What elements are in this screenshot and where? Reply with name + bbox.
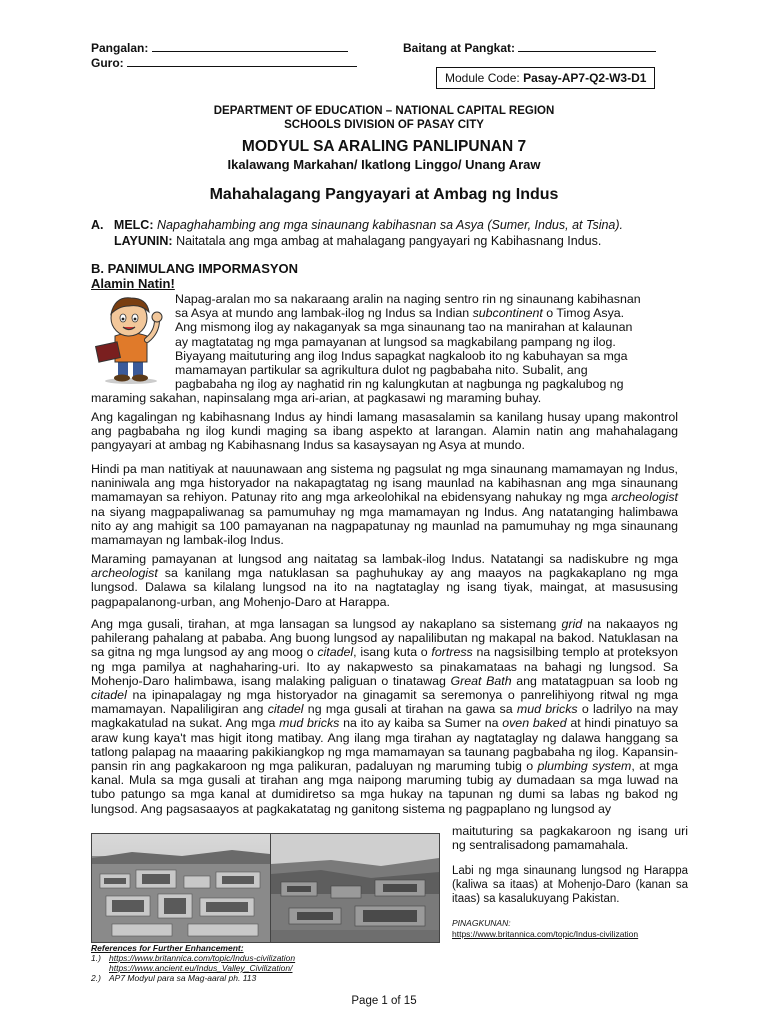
module-code-value: Pasay-AP7-Q2-W3-D1 (523, 71, 647, 85)
reference-link[interactable]: https://www.ancient.eu/Indus_Valley_Civilization/ (109, 963, 293, 973)
pangalan-label: Pangalan: (91, 41, 149, 55)
intro-line: sa Asya at mundo ang lambak-ilog ng Indus sa Indian subcontinent o Timog Asya. (175, 306, 625, 321)
mohenjo-daro-ruins-image (271, 834, 439, 942)
pinagkunan-label: PINAGKUNAN: (452, 918, 511, 928)
intro-line: Biyayang maituturing ang ilog Indus sapagkat nagkaloob ito ng kabuhayan sa mga (175, 348, 628, 363)
intro-line: ay magtatatag ng mga pamayanan at lungsod sa magkabilang pampang ng ilog. (175, 334, 616, 349)
melc-text: Napaghahambing ang mga sinaunang kabihasnan sa Asya (Sumer, Indus, at Tsina). (156, 218, 624, 232)
references-block (91, 943, 295, 983)
reference-item (91, 963, 295, 973)
pangalan-blank[interactable] (152, 40, 348, 52)
guro-line (91, 55, 357, 70)
paragraph-4: Maraming pamayanan at lungsod ang naitatag sa lambak-ilog Indus. Natatangi sa nadiskubre ng mga archeologist sa kanilang mga natuklasan sa paghuhukay ay ang maayos na pagkakaplano ng mga lungsod. Dalawa sa kilalang lungsod na ito na nagtataglay ng isang tiyak, maingat, at masususing pagpapalanong-urban, ang Mohenjo-Daro at Harappa. (91, 552, 678, 609)
dept-line-1: DEPARTMENT OF EDUCATION – NATIONAL CAPITAL REGION (213, 105, 555, 117)
layunin-label: LAYUNIN: (114, 234, 173, 248)
baitang-line (403, 40, 656, 55)
references-title: References for Further Enhancement: (91, 943, 244, 953)
pinagkunan-block (452, 918, 638, 940)
module-code-label: Module Code: (445, 71, 520, 85)
paragraph-3: Hindi pa man natitiyak at nauunawaan ang sistema ng pagsulat ng mga sinaunang mamamayan ng Indus, naniniwala ang mga historyador na nakapagtatag ng isang maunlad na kabihasnan ang mga sinaunang mamamayan sa rehiyon. Patunay rito ang mga arkeolohikal na ebidensyang nahukay ng mga archeologist na siyang magpapaliwanag sa pamumuhay ng mga mamamayan ng Indus. Ang natatanging halimbawa nito ay ang mahigit sa 100 pamayanan na nagpapatunay ng maunlad na pamumuhay ng mga sinaunang mamamayan ng lambak-ilog Indus. (91, 462, 678, 548)
mohenjo-daro-ruins-photo (270, 833, 440, 943)
intro-line: Ang mismong ilog ay nakaganyak sa mga sinaunang tao na manirahan at kalaunan (175, 320, 633, 335)
reference-item: 2.) AP7 Modyul para sa Mag-aaral ph. 113 (91, 973, 257, 983)
layunin-text: Naitatala ang mga ambag at mahalagang pangyayari ng Kabihasnang Indus. (176, 234, 602, 248)
paragraph-5: Ang mga gusali, tirahan, at mga lansagan sa lungsod ay nakaplano sa sistemang grid na nakaayos ng pahilerang pahalang at pababa. Ang buong lungsod ay napalilibutan ng makapal na bakod. Natuklasan na sa gitna ng mga lungsod ay ang moog o citadel, isang kuta o fortress na nagsisilbing templo at proteksyon ng mga pamilya at naghaharing-uri. Ito ay nakapwesto sa pinakamataas na bahagi ng lungsod. Sa Mohenjo-Daro halimbawa, isang malaking paliguan o tinatawag Great Bath ang matatagpuan sa loob ng citadel na ipinapalagay ng mga historyador na ginagamit sa seremonya o panrelihiyong ritwal ng mga mamamayan. Napaliligiran ang citadel ng mga gusali at tirahan na gawa sa mud bricks o ladrilyo na may magkakatulad na sukat. Ang mga mud bricks na ito ay kaiba sa Sumer na oven baked at hindi pinatuyo sa araw kung kaya't mas higit itong matibay. Ang ilang mga tirahan ay nagtataglay ng dalawa hanggang sa tatlong palapag na maaaring pakikiangkop ng mga mamamayan sa taunang pagbabaha ng ilog. Kapansin-pansin rin ang pagkakaroon ng mga palikuran, padaluyan ng maruming tubig o plumbing system, at mga kanal. Mula sa mga gusali at tirahan ang mga naipong maruming tubig ay dumadaan sa mga luwad na tubo patungo sa mga kanal at dumidiretso sa mga hukay na tapunan ng dumi sa labas ng bakod ng lungsod. Ang pagsasaayos at pagkakatatag ng ganitong sistema ng pagpaplano ng lungsod ay (91, 617, 679, 816)
section-b-heading: B. PANIMULANG IMPORMASYON (91, 261, 299, 276)
alamin-heading: Alamin Natin! (91, 276, 175, 291)
archeologist-term: archeologist (611, 490, 678, 505)
pinagkunan-link[interactable]: https://www.britannica.com/topic/Indus-civilization (452, 929, 639, 939)
intro-line: Napag-aralan mo sa nakaraang aralin na naging sentro rin ng sinaunang kabihasnan (175, 292, 641, 306)
dept-line-2: SCHOOLS DIVISION OF PASAY CITY (284, 119, 484, 131)
paragraph-5-tail: maituturing sa pagkakaroon ng isang uri ng sentralisadong pamamahala. (452, 824, 688, 853)
melc-block (91, 217, 691, 249)
intro-last-line: maraming sakahan, napinsalang mga ari-arian, at pagkasawi ng maraming buhay. (91, 391, 542, 405)
cartoon-student-icon (91, 292, 171, 384)
archeologist-term: archeologist (91, 566, 158, 581)
guro-blank[interactable] (127, 55, 357, 67)
page-number: Page 1 of 15 (351, 995, 417, 1007)
photo-caption: Labi ng mga sinaunang lungsod ng Harappa (kaliwa sa itaas) at Mohenjo-Daro (kanan sa itaas) sa kasalukuyang Pakistan. (452, 865, 688, 905)
lesson-title: Mahahalagang Pangyayari at Ambag ng Indus (209, 186, 559, 203)
reference-text: AP7 Modyul para sa Mag-aaral ph. 113 (109, 973, 257, 983)
melc-label: MELC: (113, 218, 154, 232)
module-code-box (436, 67, 655, 89)
module-subtitle: Ikalawang Markahan/ Ikatlong Linggo/ Unang Araw (227, 157, 541, 172)
melc-letter: A. (91, 218, 104, 232)
baitang-blank[interactable] (518, 40, 656, 52)
paragraph-2: Ang kagalingan ng kabihasnang Indus ay hindi lamang masasalamin sa kanilang husay upang makontrol ang pagbabaha ng ilog kundi maging sa ibang aspekto at larangan. Alamin natin ang mahahalagang pangyayari at ambag ng Kabihasnang Indus sa kasaysayan ng Asya at mundo. (91, 410, 678, 453)
baitang-label: Baitang at Pangkat: (403, 41, 516, 55)
intro-line: mamamayan partikular sa agrikultura dulot ng pagbabaha nito. Subalit, ang (175, 363, 588, 378)
intro-paragraph (175, 292, 678, 391)
harappa-ruins-photo (91, 833, 271, 943)
module-title: MODYUL SA ARALING PANLIPUNAN 7 (241, 138, 527, 155)
reference-link[interactable]: https://www.britannica.com/topic/Indus-civilization (109, 953, 296, 963)
intro-line: pagbabaha ng ilog ay naghatid rin ng kalungkutan at nagbunga ng pagkalubog ng (175, 377, 624, 392)
subcontinent-term: subcontinent (472, 306, 543, 321)
reference-item: 1.) https://www.britannica.com/topic/Indus-civilization (91, 953, 296, 963)
pangalan-line (91, 40, 348, 55)
harappa-ruins-image (92, 834, 270, 942)
guro-label: Guro: (91, 56, 124, 70)
